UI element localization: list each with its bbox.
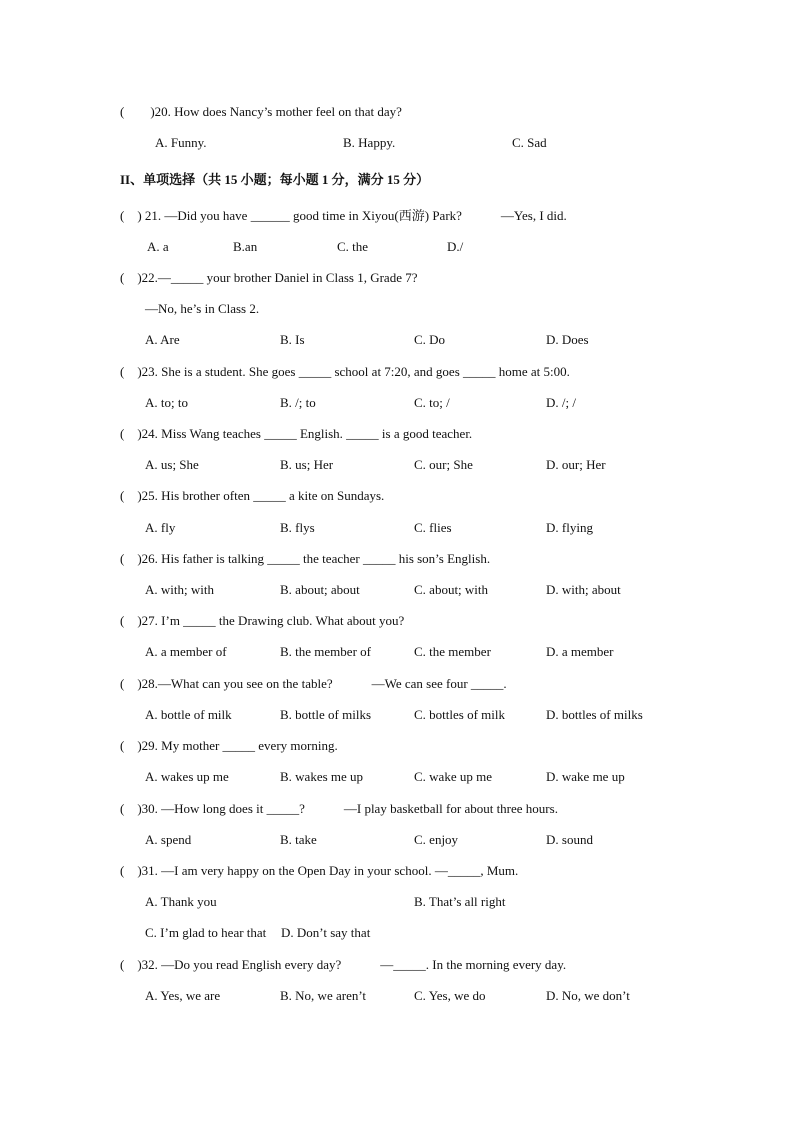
question-20-option-c: C. Sad	[512, 135, 547, 150]
question-22-option-a: A. Are	[145, 332, 180, 347]
question-30-stem: ( )30. —How long does it _____? —I play basketball for about three hours.	[120, 801, 558, 816]
question-32-option-b: B. No, we aren’t	[280, 988, 367, 1003]
question-31-option-d: D. Don’t say that	[281, 925, 371, 940]
question-24-option-a: A. us; She	[145, 457, 199, 472]
question-26-stem: ( )26. His father is talking _____ the teacher _____ his son’s English.	[120, 551, 491, 566]
question-30-option-c: C. enjoy	[414, 832, 459, 847]
question-32-option-d: D. No, we don’t	[546, 988, 630, 1003]
question-30-option-b: B. take	[280, 832, 317, 847]
question-25-option-c: C. flies	[414, 520, 452, 535]
question-22-option-c: C. Do	[414, 332, 446, 347]
question-32-option-c: C. Yes, we do	[414, 988, 486, 1003]
question-29-option-b: B. wakes me up	[280, 769, 364, 784]
question-20-option-a: A. Funny.	[155, 135, 207, 150]
question-30-option-a: A. spend	[145, 832, 192, 847]
question-23-option-c: C. to; /	[414, 395, 450, 410]
question-20-stem: ( )20. How does Nancy’s mother feel on that day?	[120, 104, 402, 119]
question-25-option-b: B. flys	[280, 520, 315, 535]
question-30-option-d: D. sound	[546, 832, 593, 847]
question-28-option-b: B. bottle of milks	[280, 707, 371, 722]
question-21-option-a: A. a	[147, 239, 169, 254]
question-20-option-b: B. Happy.	[343, 135, 396, 150]
question-29-option-d: D. wake me up	[546, 769, 625, 784]
question-31-option-c: C. I’m glad to hear that	[145, 925, 267, 940]
question-24-stem: ( )24. Miss Wang teaches _____ English. _____ is a good teacher.	[120, 426, 473, 441]
question-26-option-c: C. about; with	[414, 582, 489, 597]
question-25-stem: ( )25. His brother often _____ a kite on Sundays.	[120, 488, 385, 503]
question-22-stem: ( )22.—_____ your brother Daniel in Class 1, Grade 7?	[120, 270, 418, 285]
question-21-option-b: B.an	[233, 239, 258, 254]
question-28-option-d: D. bottles of milks	[546, 707, 643, 722]
question-23-stem: ( )23. She is a student. She goes _____ school at 7:20, and goes _____ home at 5:00.	[120, 364, 570, 379]
question-21-stem: ( ) 21. —Did you have ______ good time in Xiyou(西游) Park? —Yes, I did.	[120, 208, 567, 223]
question-29-option-a: A. wakes up me	[145, 769, 229, 784]
question-24-option-b: B. us; Her	[280, 457, 334, 472]
question-23-option-b: B. /; to	[280, 395, 316, 410]
question-23-option-d: D. /; /	[546, 395, 576, 410]
question-22-response: —No, he’s in Class 2.	[145, 301, 260, 316]
question-28-option-a: A. bottle of milk	[145, 707, 232, 722]
question-28-stem: ( )28.—What can you see on the table? —We can see four _____.	[120, 676, 507, 691]
question-26-option-d: D. with; about	[546, 582, 621, 597]
question-31-stem: ( )31. —I am very happy on the Open Day in your school. —_____, Mum.	[120, 863, 519, 878]
question-29-stem: ( )29. My mother _____ every morning.	[120, 738, 338, 753]
question-26-option-a: A. with; with	[145, 582, 214, 597]
question-32-option-a: A. Yes, we are	[145, 988, 221, 1003]
question-23-option-a: A. to; to	[145, 395, 188, 410]
question-32-stem: ( )32. —Do you read English every day? —_____. In the morning every day.	[120, 957, 567, 972]
question-28-option-c: C. bottles of milk	[414, 707, 505, 722]
question-21-option-c: C. the	[337, 239, 369, 254]
question-31-option-b: B. That’s all right	[414, 894, 506, 909]
question-31-option-a: A. Thank you	[145, 894, 217, 909]
question-27-option-a: A. a member of	[145, 644, 227, 659]
question-27-option-c: C. the member	[414, 644, 491, 659]
question-27-stem: ( )27. I’m _____ the Drawing club. What about you?	[120, 613, 405, 628]
question-29-option-c: C. wake up me	[414, 769, 492, 784]
question-21-option-d: D./	[447, 239, 464, 254]
section-2-heading: II、单项选择（共 15 小题；每小题 1 分，满分 15 分）	[120, 172, 430, 187]
question-22-option-d: D. Does	[546, 332, 589, 347]
question-22-option-b: B. Is	[280, 332, 305, 347]
question-27-option-d: D. a member	[546, 644, 614, 659]
question-27-option-b: B. the member of	[280, 644, 371, 659]
question-24-option-d: D. our; Her	[546, 457, 606, 472]
question-24-option-c: C. our; She	[414, 457, 473, 472]
question-25-option-d: D. flying	[546, 520, 593, 535]
question-26-option-b: B. about; about	[280, 582, 360, 597]
question-25-option-a: A. fly	[145, 520, 176, 535]
